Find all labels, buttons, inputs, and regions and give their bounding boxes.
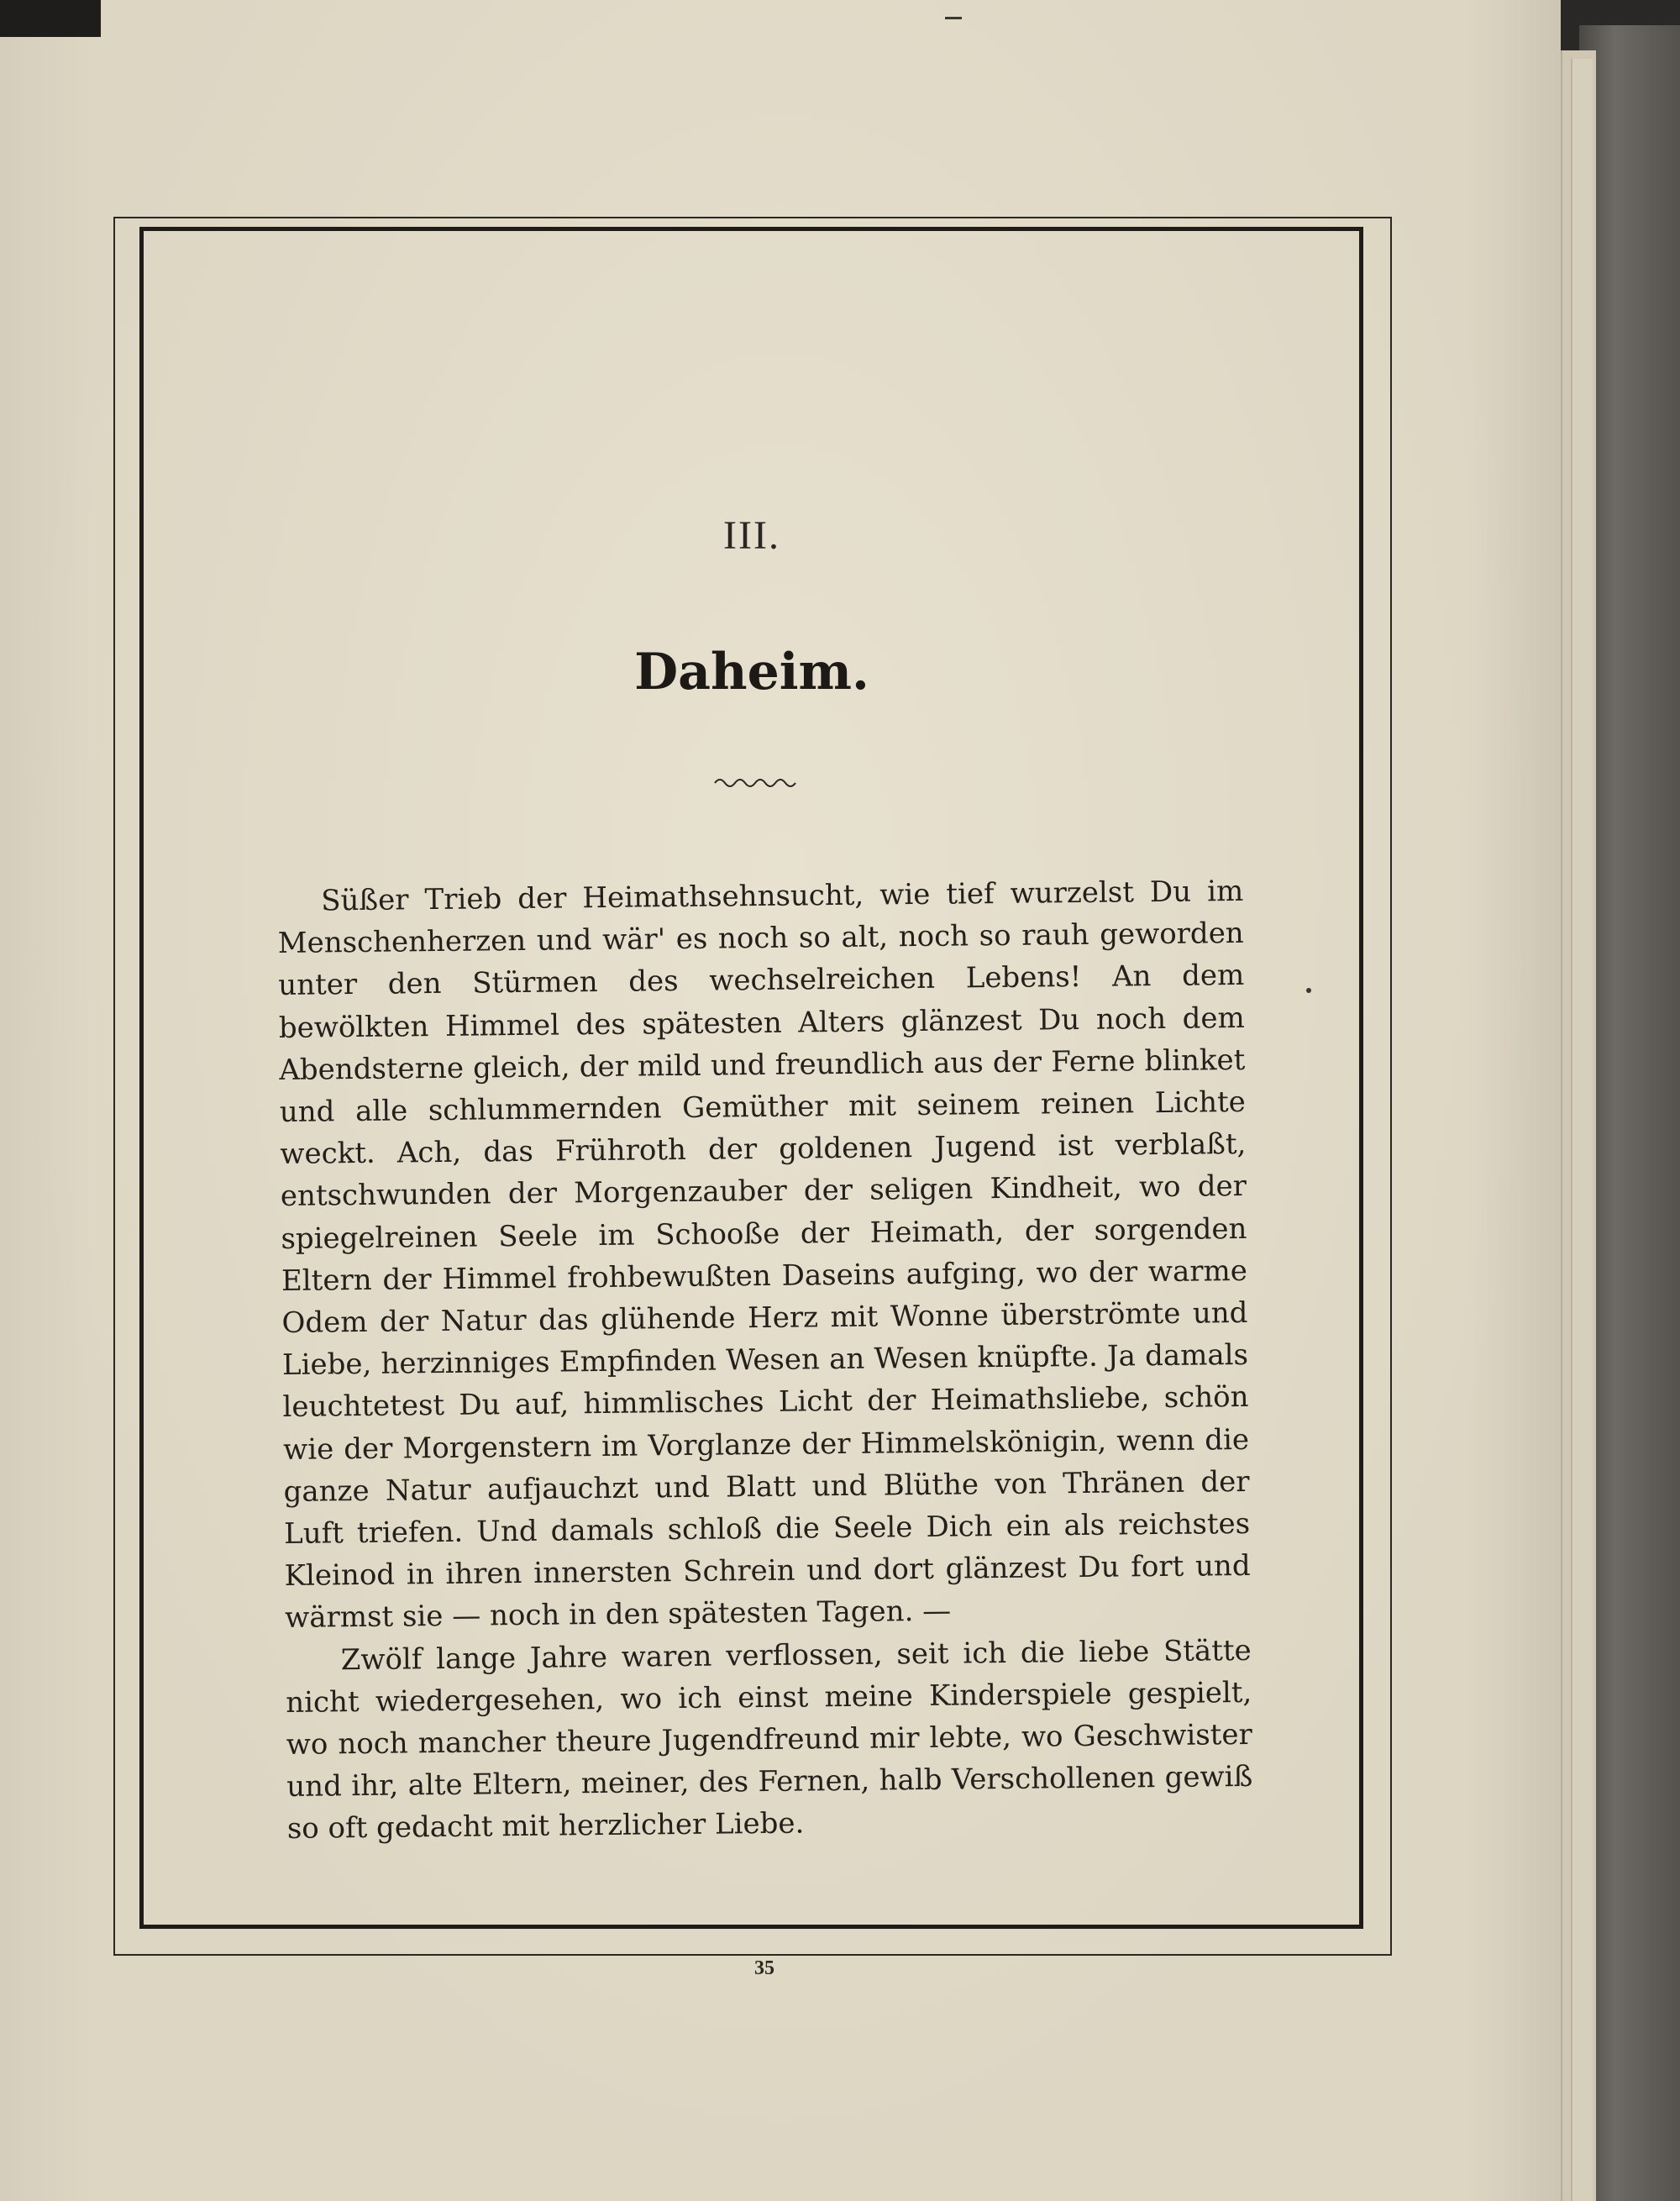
wave-ornament-icon: [713, 771, 797, 791]
ink-speck: [1306, 988, 1311, 993]
chapter-number: III.: [723, 513, 780, 558]
chapter-body: [277, 870, 1253, 1851]
scan-corner-shadow: [0, 0, 101, 37]
page-edge: [1571, 59, 1593, 2201]
chapter-title: Daheim.: [634, 643, 869, 701]
printer-mark: [945, 17, 962, 19]
page-number: 35: [754, 1957, 774, 1979]
paragraph: Süßer Trieb der Heimathsehnsucht, wie tief wurzelst Du im Menschenherzen und wär' es noch so alt, noch so rauh geworden unter den Stürmen des wechselreichen Lebens! An dem bewölkten Himmel des spätesten Alters glänzest Du noch dem Abendsterne gleich, der mild und freundlich aus der Ferne blinket und alle schlummernden Gemüther mit seinem reinen Lichte weckt. Ach, das Frühroth der goldenen Jugend ist verblaßt, entschwunden der Morgenzauber der seligen Kindheit, wo der spiegelreinen Seele im Schooße der Heimath, der sorgenden Eltern der Himmel frohbewußten Daseins aufging, wo der warme Odem der Natur das glühende Herz mit Wonne überströmte und Liebe, herzinniges Empfinden Wesen an Wesen knüpfte. Ja damals leuchtetest Du auf, himmlisches Licht der Heimathsliebe, schön wie der Morgenstern im Vorglanze der Himmelskönigin, wenn die ganze Natur aufjauchzt und Blatt und Blüthe von Thränen der Luft triefen. Und damals schloß die Seele Dich ein als reichstes Kleinod in ihren innersten Schrein und dort glänzest Du fort und wärmst sie — noch in den spätesten Tagen. —: [277, 874, 1251, 1636]
paragraph: Zwölf lange Jahre waren verflossen, seit ich die liebe Stätte nicht wiedergesehen, wo ich einst meine Kinderspiele gespielt, wo noch mancher theure Jugendfreund mir lebte, wo Geschwister und ihr, alte Eltern, meiner, des Fernen, halb Verschollenen gewiß so oft gedacht mit herzlicher Liebe.: [286, 1633, 1253, 1846]
